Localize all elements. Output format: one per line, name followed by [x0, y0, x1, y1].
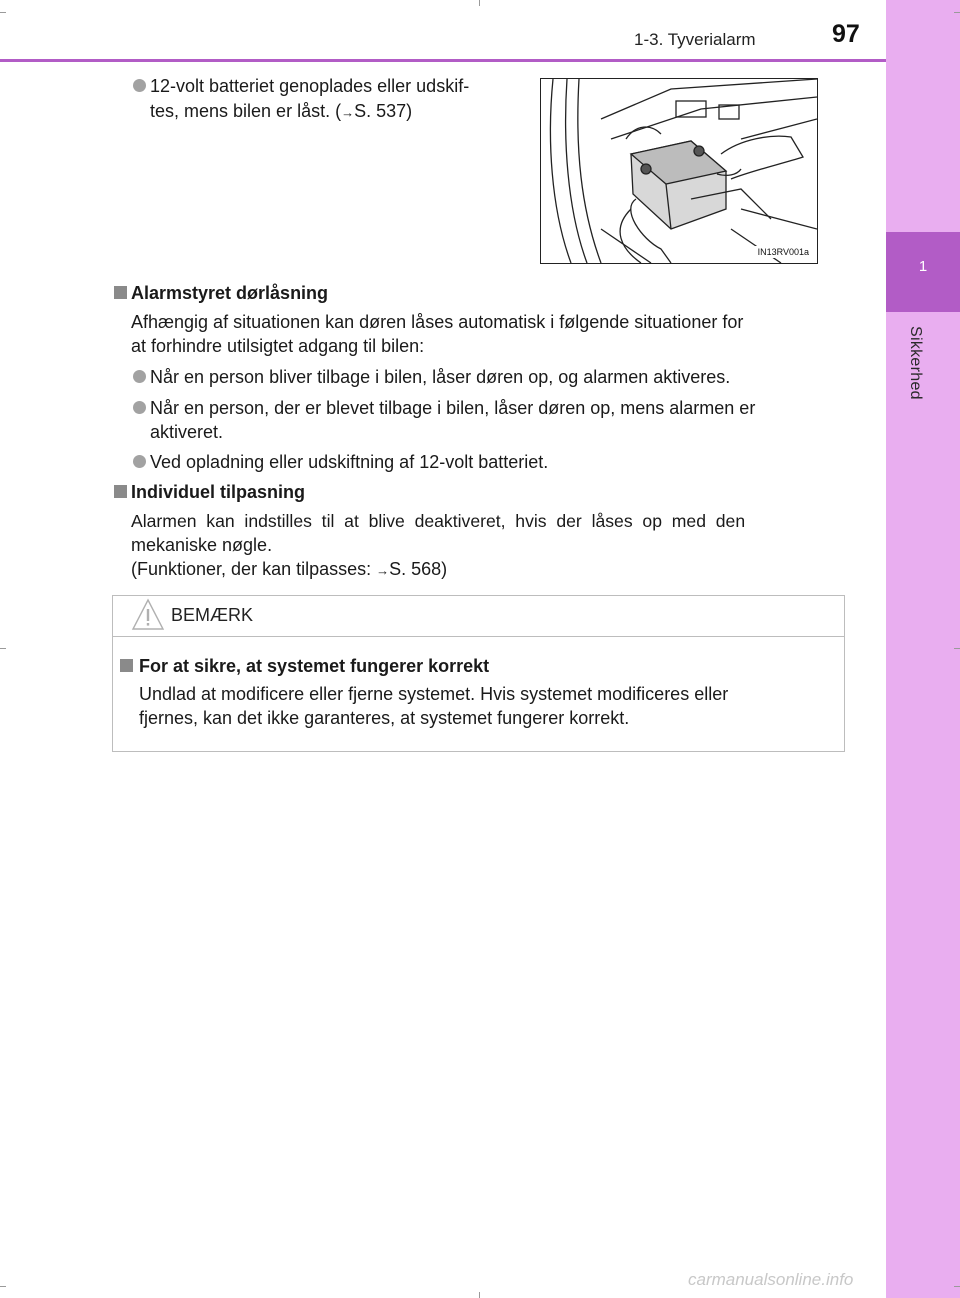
crop-mark — [954, 12, 960, 13]
section1-bullet-1: Når en person bliver tilbage i bilen, låser døren op, og alarmen aktiveres. — [150, 367, 731, 387]
crop-mark — [0, 648, 6, 649]
battery-illustration — [540, 78, 818, 264]
battery-replacement-drawing — [541, 79, 817, 263]
heading-square — [114, 485, 127, 498]
arrow-icon: → — [341, 105, 355, 120]
bullet-dot — [133, 455, 146, 468]
section2-line3-text: (Funktioner, der kan tilpasses: — [131, 559, 377, 579]
notice-box — [112, 595, 845, 752]
header-rule — [0, 59, 886, 62]
page-number: 97 — [832, 20, 860, 48]
crop-mark — [479, 1292, 480, 1298]
chapter-sidebar — [886, 0, 960, 1298]
crop-mark — [954, 1286, 960, 1287]
section2-line1: Alarmen kan indstilles til at blive deaktiveret, hvis der låses op med den — [131, 511, 746, 531]
chapter-name: Sikkerhed — [907, 326, 924, 400]
bullet-dot — [133, 79, 146, 92]
crop-mark — [0, 1286, 6, 1287]
page-reference-link[interactable]: S. 537) — [354, 101, 413, 121]
section2-heading: Individuel tilpasning — [131, 482, 306, 502]
notice-heading: For at sikre, at systemet fungerer korrekt — [139, 656, 490, 676]
notice-line1: Undlad at modificere eller fjerne systemet. Hvis systemet modificeres eller — [139, 684, 729, 704]
top-bullet-line2 — [150, 99, 412, 125]
section1-heading: Alarmstyret dørlåsning — [131, 283, 329, 303]
heading-square — [120, 659, 133, 672]
notice-title-row — [113, 596, 844, 637]
figure-code: IN13RV001a — [755, 246, 812, 258]
chapter-number: 1 — [918, 258, 928, 275]
notice-title: BEMÆRK — [171, 605, 254, 625]
section1-intro-line1: Afhængig af situationen kan døren låses automatisk i følgende situationer for — [131, 312, 744, 332]
arrow-icon: → — [376, 563, 390, 578]
top-bullet-line1: 12-volt batteriet genoplades eller udskif- — [150, 76, 470, 96]
page-reference-link[interactable]: S. 568) — [389, 559, 448, 579]
section1-bullet-3: Ved opladning eller udskiftning af 12-volt batteriet. — [150, 452, 549, 472]
page-header — [0, 0, 886, 62]
section1-intro-line2: at forhindre utilsigtet adgang til bilen: — [131, 336, 425, 356]
top-bullet-text: tes, mens bilen er låst. ( — [150, 101, 342, 121]
section1-bullet-2-cont: aktiveret. — [150, 422, 224, 442]
heading-square — [114, 286, 127, 299]
notice-line2: fjernes, kan det ikke garanteres, at systemet fungerer korrekt. — [139, 708, 630, 728]
crop-mark — [954, 648, 960, 649]
bullet-dot — [133, 401, 146, 414]
watermark: carmanualsonline.info — [688, 1270, 854, 1289]
section2-line3 — [131, 557, 447, 583]
warning-triangle-icon — [131, 598, 165, 632]
section-title: 1-3. Tyverialarm — [634, 30, 756, 49]
section1-bullet-2: Når en person, der er blevet tilbage i bilen, låser døren op, mens alarmen er — [150, 398, 756, 418]
section2-line2: mekaniske nøgle. — [131, 535, 273, 555]
bullet-dot — [133, 370, 146, 383]
